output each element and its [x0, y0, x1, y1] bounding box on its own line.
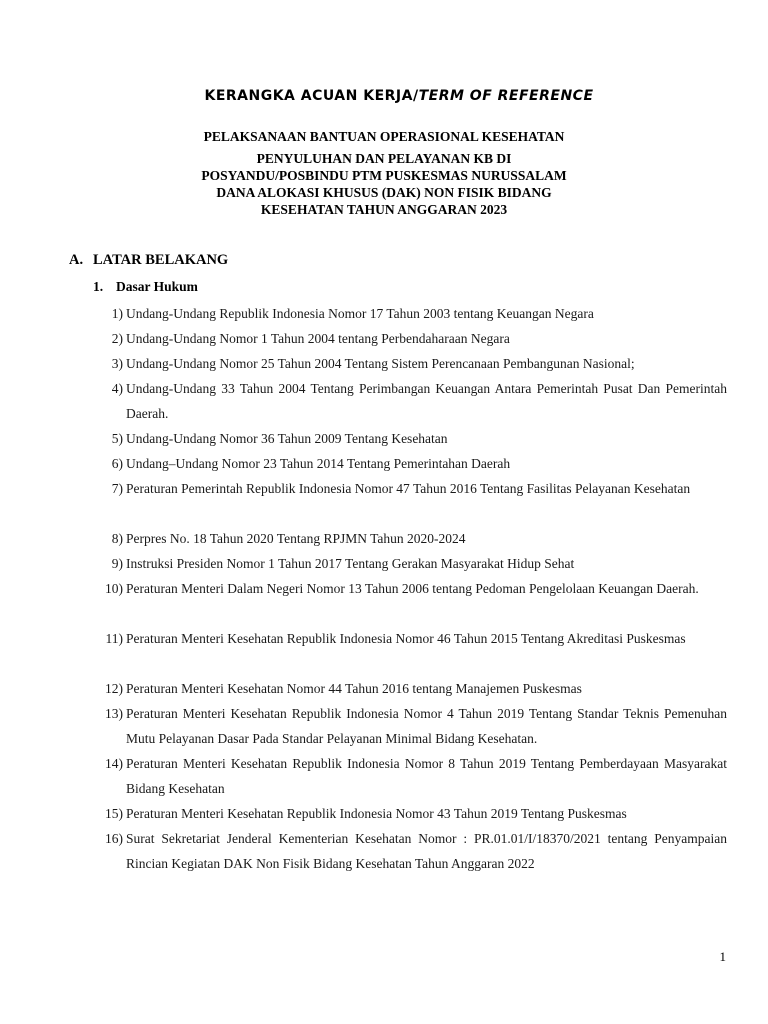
- subtitle-line: PENYULUHAN DAN PELAYANAN KB DI: [256, 151, 512, 166]
- list-item-number: 11): [105, 631, 123, 646]
- list-item-number: 8): [111, 531, 123, 546]
- section-letter: A.: [69, 252, 84, 268]
- list-item-number: 4): [111, 381, 123, 396]
- list-item-text: Undang-Undang 33 Tahun 2004 Tentang Perimbangan Keuangan Antara Pemerintah Pusat Dan Pemerintah Daerah.: [126, 381, 727, 421]
- subsection-heading: [93, 279, 198, 295]
- subtitle-line: PELAKSANAAN BANTUAN OPERASIONAL KESEHATAN: [203, 129, 565, 144]
- subtitle-line: KESEHATAN TAHUN ANGGARAN 2023: [260, 202, 508, 217]
- title-italic-text: TERM OF REFERENCE: [418, 88, 594, 104]
- list-item-text: Undang-Undang Republik Indonesia Nomor 17 Tahun 2003 tentang Keuangan Negara: [126, 306, 594, 321]
- section-title: LATAR BELAKANG: [93, 252, 229, 268]
- list-item-number: 16): [105, 831, 123, 846]
- title-main-text: KERANGKA ACUAN KERJA: [204, 88, 413, 104]
- list-item-number: 5): [111, 431, 123, 446]
- list-item-number: 12): [105, 681, 123, 696]
- list-item-text: Peraturan Menteri Kesehatan Republik Indonesia Nomor 46 Tahun 2015 Tentang Akreditasi Puskesmas: [126, 631, 686, 646]
- list-item-number: 1): [111, 306, 123, 321]
- list-item-text: Peraturan Menteri Kesehatan Republik Indonesia Nomor 4 Tahun 2019 Tentang Standar Teknis Pemenuhan Mutu Pelayanan Dasar Pada Standar Pelayanan Minimal Bidang Kesehatan.: [126, 706, 727, 746]
- list-item-text: Perpres No. 18 Tahun 2020 Tentang RPJMN Tahun 2020-2024: [126, 531, 466, 546]
- list-item-number: 7): [111, 481, 123, 496]
- subtitle-line: DANA ALOKASI KHUSUS (DAK) NON FISIK BIDANG: [216, 185, 552, 200]
- list-item-number: 14): [105, 756, 123, 771]
- list-item-text: Peraturan Pemerintah Republik Indonesia Nomor 47 Tahun 2016 Tentang Fasilitas Pelayanan Kesehatan: [126, 481, 691, 496]
- list-item-number: 10): [105, 581, 123, 596]
- title-separator: /: [412, 88, 419, 104]
- page-number: 1: [719, 949, 726, 964]
- section-heading: [69, 252, 228, 269]
- subsection-number: 1.: [93, 279, 104, 294]
- list-item-text: Instruksi Presiden Nomor 1 Tahun 2017 Tentang Gerakan Masyarakat Hidup Sehat: [126, 556, 575, 571]
- list-item-text: Undang-Undang Nomor 36 Tahun 2009 Tentang Kesehatan: [126, 431, 448, 446]
- document-title: [0, 88, 768, 104]
- list-item-text: Undang-Undang Nomor 1 Tahun 2004 tentang Perbendaharaan Negara: [126, 331, 510, 346]
- list-item-text: Peraturan Menteri Kesehatan Nomor 44 Tahun 2016 tentang Manajemen Puskesmas: [126, 681, 582, 696]
- list-item-text: Peraturan Menteri Kesehatan Republik Indonesia Nomor 8 Tahun 2019 Tentang Pemberdayaan Masyarakat Bidang Kesehatan: [126, 756, 727, 796]
- list-item-text: Undang–Undang Nomor 23 Tahun 2014 Tentang Pemerintahan Daerah: [126, 456, 511, 471]
- list-item-number: 6): [111, 456, 123, 471]
- list-item-text: Undang-Undang Nomor 25 Tahun 2004 Tentang Sistem Perencanaan Pembangunan Nasional;: [126, 356, 635, 371]
- list-item-text: Surat Sekretariat Jenderal Kementerian Kesehatan Nomor : PR.01.01/I/18370/2021 tentang Penyampaian Rincian Kegiatan DAK Non Fisik Bidang Kesehatan Tahun Anggaran 2022: [126, 831, 727, 871]
- list-item-text: Peraturan Menteri Dalam Negeri Nomor 13 Tahun 2006 tentang Pedoman Pengelolaan Keuangan Daerah.: [126, 581, 699, 596]
- list-item-number: 9): [111, 556, 123, 571]
- list-item-number: 3): [111, 356, 123, 371]
- list-item-number: 2): [111, 331, 123, 346]
- list-item-number: 13): [105, 706, 123, 721]
- subsection-title: Dasar Hukum: [116, 279, 198, 294]
- subtitle-line: POSYANDU/POSBINDU PTM PUSKESMAS NURUSSALAM: [201, 168, 567, 183]
- list-item-number: 15): [105, 806, 123, 821]
- list-item-text: Peraturan Menteri Kesehatan Republik Indonesia Nomor 43 Tahun 2019 Tentang Puskesmas: [126, 806, 627, 821]
